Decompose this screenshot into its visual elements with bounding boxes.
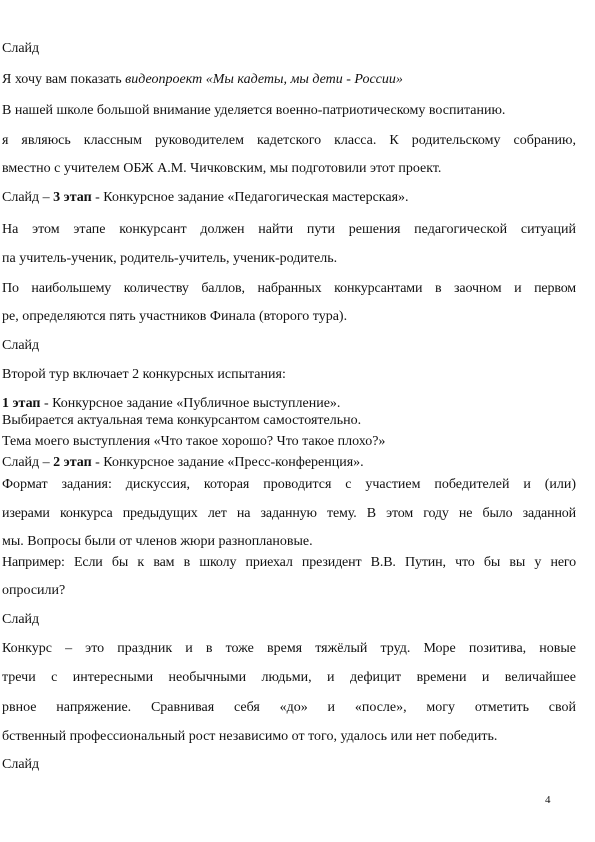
paragraph-line: я являюсь классным руководителем кадетского класса. К родительскому собранию, [2,133,576,148]
slide-heading [2,455,364,471]
text-run: - Конкурсное задание «Пресс-конференция». [91,455,364,470]
paragraph-line: па учитель-ученик, родитель-учитель, ученик-родитель. [2,251,338,266]
paragraph-line: Конкурс – это праздник и в тоже время тяжёлый труд. Море позитива, новые [2,641,576,656]
page-number: 4 [545,794,551,806]
italic-text-run: видеопроект «Мы кадеты, мы дети - России» [125,72,403,87]
slide-heading [2,190,409,206]
paragraph-line: изерами конкурса предыдущих лет на заданную тему. В этом году не было заданной [2,506,576,521]
paragraph-line: мы. Вопросы были от членов жюри разноплановые. [2,534,313,549]
paragraph-line: рвное напряжение. Сравнивая себя «до» и «после», могу отметить свой [2,700,576,715]
paragraph-line [2,72,403,88]
paragraph-line: В нашей школе большой внимание уделяется военно-патриотическому воспитанию. [2,103,506,118]
paragraph-line: Выбирается актуальная тема конкурсантом самостоятельно. [2,413,362,428]
paragraph-line: По наибольшему количеству баллов, набранных конкурсантами в заочном и первом [2,281,576,296]
paragraph-line: Тема моего выступления «Что такое хорошо? Что такое плохо?» [2,434,386,449]
slide-label: Слайд [2,757,40,772]
paragraph-line: вместно с учителем ОБЖ А.М. Чичковским, мы подготовили этот проект. [2,161,442,176]
bold-text-run: 3 этап [53,190,92,205]
text-run: Я хочу вам показать [2,72,126,87]
text-run: Слайд – [2,455,54,470]
slide-label: Слайд [2,338,40,353]
paragraph-line: опросили? [2,583,66,598]
paragraph-line: ре, определяются пять участников Финала (второго тура). [2,309,348,324]
slide-label: Слайд [2,41,40,56]
paragraph-line: Например: Если бы к вам в школу приехал президент В.В. Путин, что бы вы у него [2,555,576,570]
paragraph-line: На этом этапе конкурсант должен найти пути решения педагогической ситуаций [2,222,576,237]
bold-text-run: 1 этап [2,396,41,411]
paragraph-line: Второй тур включает 2 конкурсных испытания: [2,367,286,382]
text-run: Слайд – [2,190,54,205]
paragraph-line: Формат задания: дискуссия, которая проводится с участием победителей и (или) [2,477,576,492]
stage-heading [2,396,340,412]
text-run: - Конкурсное задание «Публичное выступление». [40,396,341,411]
paragraph-line: бственный профессиональный рост независимо от того, удалось или нет победить. [2,729,498,744]
slide-label: Слайд [2,612,40,627]
bold-text-run: 2 этап [53,455,92,470]
paragraph-line: тречи с интересными необычными людьми, и дефицит времени и величайшее [2,670,576,685]
text-run: - Конкурсное задание «Педагогическая мастерская». [91,190,409,205]
